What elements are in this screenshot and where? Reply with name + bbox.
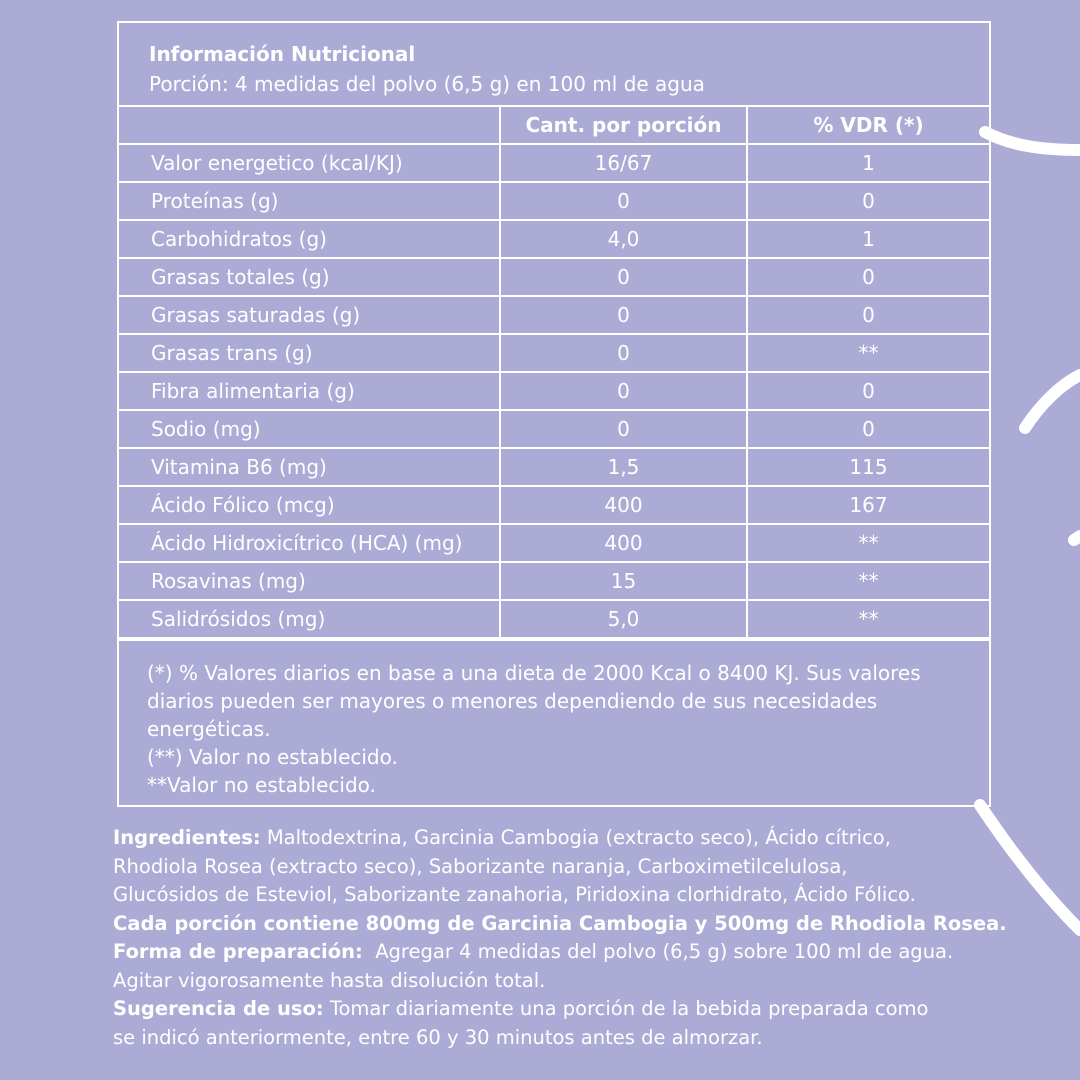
ingredients-line: Rhodiola Rosea (extracto seco), Saborizante naranja, Carboximetilcelulosa, [113,854,848,878]
table-row [119,220,989,258]
nutrient-vdr: 1 [747,220,989,258]
nutrient-amount: 16/67 [500,144,747,182]
table-row [119,524,989,562]
column-header-amount: Cant. por porción [500,107,747,144]
table-row [119,600,989,638]
ingredients-text: Maltodextrina, Garcinia Cambogia (extracto seco), Ácido cítrico, [260,826,891,849]
nutrient-vdr: 0 [747,296,989,334]
ingredients-line: Glucósidos de Esteviol, Saborizante zanahoria, Piridoxina clorhidrato, Ácido Fólico. [113,883,916,906]
usage-label: Sugerencia de uso: [113,997,324,1020]
nutrient-amount: 15 [500,562,747,600]
table-row [119,562,989,600]
nutrient-vdr: ** [747,600,989,638]
portion-statement [113,910,1033,939]
nutrient-name: Grasas trans (g) [119,334,500,372]
portion-text: Porción: 4 medidas del polvo (6,5 g) en 100 ml de agua [149,72,705,96]
nutrient-vdr: 115 [747,448,989,486]
footnote-line: energéticas. [147,717,271,741]
nutrient-name: Salidrósidos (mg) [119,600,500,638]
nutrient-name: Fibra alimentaria (g) [119,372,500,410]
usage-text: Tomar diariamente una porción de la bebida preparada como [323,997,929,1020]
table-row [119,372,989,410]
usage-line: se indicó anteriormente, entre 60 y 30 minutos antes de almorzar. [113,1025,763,1049]
portion-statement-text: Cada porción contiene 800mg de Garcinia Cambogia y 500mg de Rhodiola Rosea. [113,911,1007,935]
preparation-text: Agregar 4 medidas del polvo (6,5 g) sobre 100 ml de agua. [362,940,954,963]
footnote-line: (**) Valor no establecido. [147,745,398,769]
product-info-block [113,824,1033,1052]
nutrient-name: Ácido Fólico (mcg) [119,486,500,524]
nutrient-amount: 400 [500,524,747,562]
nutrient-amount: 4,0 [500,220,747,258]
nutrient-amount: 0 [500,258,747,296]
nutrient-name: Carbohidratos (g) [119,220,500,258]
nutrient-amount: 0 [500,334,747,372]
nutrient-name: Grasas saturadas (g) [119,296,500,334]
table-row [119,258,989,296]
table-row [119,410,989,448]
nutrient-amount: 0 [500,182,747,220]
nutrient-vdr: 0 [747,410,989,448]
usage-line [113,995,1033,1024]
nutrient-name: Valor energetico (kcal/KJ) [119,144,500,182]
nutrition-table [119,107,989,639]
preparation-line: Agitar vigorosamente hasta disolución total. [113,968,546,992]
table-header-row [119,107,989,144]
nutrient-amount: 400 [500,486,747,524]
table-row [119,486,989,524]
ingredients-label: Ingredientes: [113,826,261,849]
nutrient-vdr: ** [747,334,989,372]
nutrient-vdr: 167 [747,486,989,524]
nutrient-vdr: 0 [747,258,989,296]
footnote-line: **Valor no establecido. [147,773,376,797]
table-row [119,334,989,372]
column-header-nutrient [119,107,500,144]
nutrient-amount: 1,5 [500,448,747,486]
nutrient-vdr: ** [747,524,989,562]
nutrient-vdr: 0 [747,372,989,410]
footnote-line: diarios pueden ser mayores o menores dependiendo de sus necesidades [147,689,878,713]
preparation-label: Forma de preparación: [113,940,363,963]
nutrient-name: Proteínas (g) [119,182,500,220]
nutrient-name: Ácido Hidroxicítrico (HCA) (mg) [119,524,500,562]
table-row [119,448,989,486]
footnotes [119,639,989,805]
panel-header [119,23,989,107]
nutrient-amount: 0 [500,372,747,410]
table-row [119,144,989,182]
nutrient-vdr: 1 [747,144,989,182]
column-header-vdr: % VDR (*) [747,107,989,144]
nutrient-vdr: ** [747,562,989,600]
panel-title: Información Nutricional [149,42,416,66]
nutrient-name: Vitamina B6 (mg) [119,448,500,486]
nutrition-facts-panel [117,21,991,807]
nutrient-amount: 0 [500,296,747,334]
ingredients-line [113,824,1033,853]
nutrient-vdr: 0 [747,182,989,220]
nutrient-name: Rosavinas (mg) [119,562,500,600]
preparation-line [113,938,1033,967]
nutrient-name: Sodio (mg) [119,410,500,448]
nutrient-amount: 5,0 [500,600,747,638]
nutrient-amount: 0 [500,410,747,448]
nutrient-name: Grasas totales (g) [119,258,500,296]
footnote-line: (*) % Valores diarios en base a una dieta de 2000 Kcal o 8400 KJ. Sus valores [147,661,921,685]
table-row [119,182,989,220]
table-row [119,296,989,334]
